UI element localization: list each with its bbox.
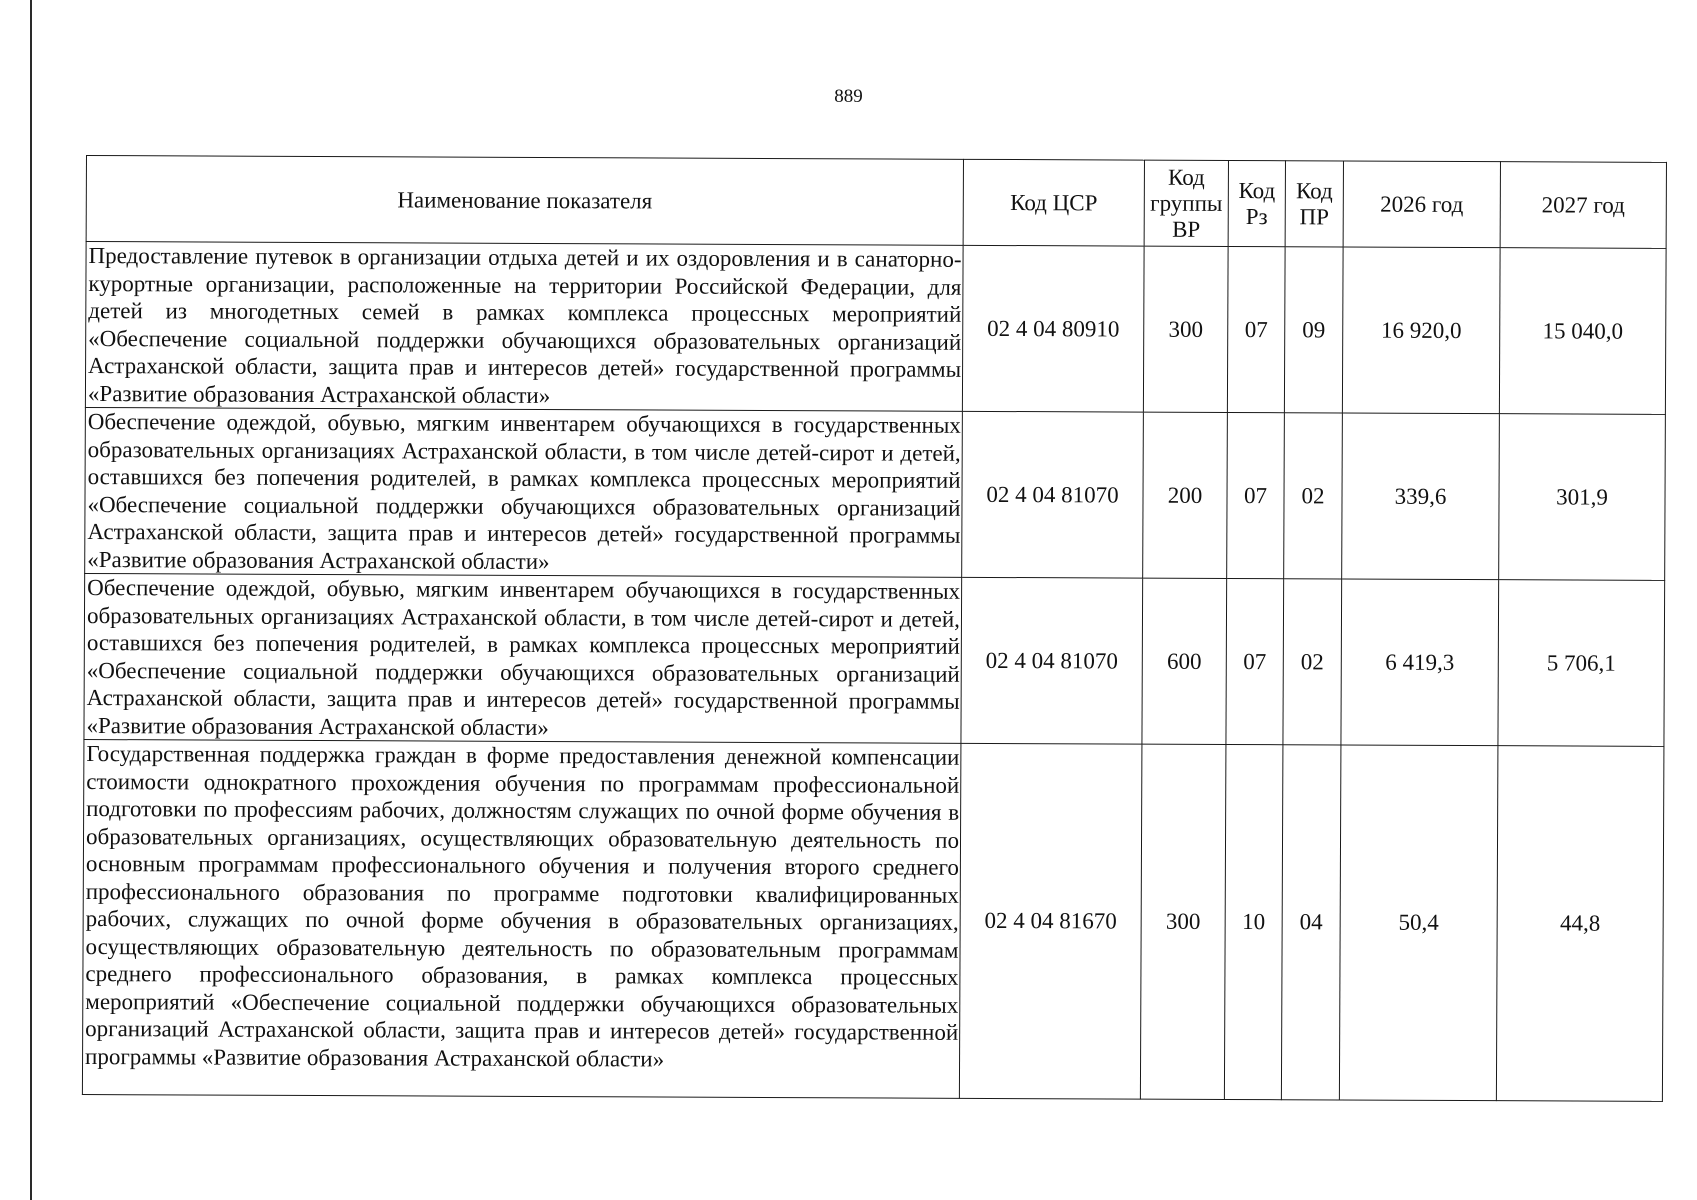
rz-code-cell: 07	[1227, 412, 1285, 578]
table-row	[82, 739, 1664, 1101]
csr-code-cell: 02 4 04 81070	[961, 577, 1143, 744]
amount-2027-cell: 5 706,1	[1498, 580, 1665, 747]
vr-code-cell: 300	[1140, 744, 1226, 1099]
header-rz-code: Код Рз	[1228, 160, 1285, 246]
header-year-2026: 2026 год	[1343, 161, 1500, 248]
csr-code-cell: 02 4 04 80910	[962, 245, 1144, 412]
indicator-name-cell: Государственная поддержка граждан в форме предоставления денежной компенсации стоимости однократного прохождения обучения по программам профессиональной подготовки по профессиям рабочих, должностям служащих по очной форме обучения в образовательных организациях, осуществляющих образовательную деятельность по основным программам профессионального обучения и получения второго среднего профессионального образования по программе подготовки квалифицированных рабочих, служащих по очной форме обучения в образовательных организациях, осуществляющих образовательную деятельность по образовательным программам среднего профессионального образования, в рамках комплекса процессных мероприятий «Обеспечение социальной поддержки обучающихся образовательных организаций Астраханской области, защита прав и интересов детей» государственной программы «Развитие образования Астраханской области»	[82, 739, 961, 1098]
table-row	[84, 573, 1665, 746]
header-pr-code: Код ПР	[1285, 161, 1343, 247]
rz-code-cell: 10	[1224, 744, 1283, 1099]
table-row	[85, 407, 1666, 580]
pr-code-cell: 02	[1284, 413, 1343, 579]
amount-2026-cell: 50,4	[1339, 745, 1498, 1101]
vr-code-cell: 300	[1143, 246, 1228, 412]
pr-code-cell: 04	[1281, 745, 1341, 1100]
header-indicator-name: Наименование показателя	[86, 156, 963, 246]
amount-2026-cell: 6 419,3	[1341, 579, 1499, 746]
header-year-2027: 2027 год	[1500, 162, 1666, 249]
amount-2027-cell: 15 040,0	[1499, 248, 1666, 415]
table-row	[85, 242, 1666, 415]
csr-code-cell: 02 4 04 81070	[962, 411, 1144, 578]
budget-table	[82, 155, 1667, 1102]
rz-code-cell: 07	[1227, 246, 1285, 412]
scan-margin-line	[30, 0, 32, 1200]
header-csr-code: Код ЦСР	[963, 159, 1144, 246]
indicator-name-cell: Обеспечение одеждой, обувью, мягким инвентарем обучающихся в государственных образовательных организациях Астраханской области, в том числе детей-сирот и детей, оставшихся без попечения родителей, в рамках комплекса процессных мероприятий «Обеспечение социальной поддержки обучающихся образовательных организаций Астраханской области, защита прав и интересов детей» государственной программы «Развитие образования Астраханской области»	[85, 407, 963, 577]
amount-2026-cell: 339,6	[1342, 413, 1500, 580]
pr-code-cell: 09	[1284, 247, 1343, 413]
rz-code-cell: 07	[1226, 578, 1284, 744]
table-header-row	[86, 156, 1666, 249]
indicator-name-cell: Предоставление путевок в организации отдыха детей и их оздоровления и в санаторно-курортные организации, расположенные на территории Российской Федерации, для детей из многодетных семей в рамках комплекса процессных мероприятий «Обеспечение социальной поддержки обучающихся образовательных организаций Астраханской области, защита прав и интересов детей» государственной программы «Развитие образования Астраханской области»	[85, 242, 963, 412]
csr-code-cell: 02 4 04 81670	[959, 743, 1142, 1099]
amount-2027-cell: 301,9	[1499, 414, 1666, 581]
indicator-name-cell: Обеспечение одеждой, обувью, мягким инвентарем обучающихся в государственных образовательных организациях Астраханской области, в том числе детей-сирот и детей, оставшихся без попечения родителей, в рамках комплекса процессных мероприятий «Обеспечение социальной поддержки обучающихся образовательных организаций Астраханской области, защита прав и интересов детей» государственной программы «Развитие образования Астраханской области»	[84, 573, 962, 743]
vr-code-cell: 600	[1142, 578, 1227, 744]
vr-code-cell: 200	[1143, 412, 1228, 578]
amount-2026-cell: 16 920,0	[1342, 247, 1500, 414]
page-number: 889	[834, 86, 863, 107]
pr-code-cell: 02	[1283, 579, 1342, 745]
amount-2027-cell: 44,8	[1496, 746, 1664, 1102]
header-vr-code: Код группы ВР	[1144, 160, 1228, 246]
